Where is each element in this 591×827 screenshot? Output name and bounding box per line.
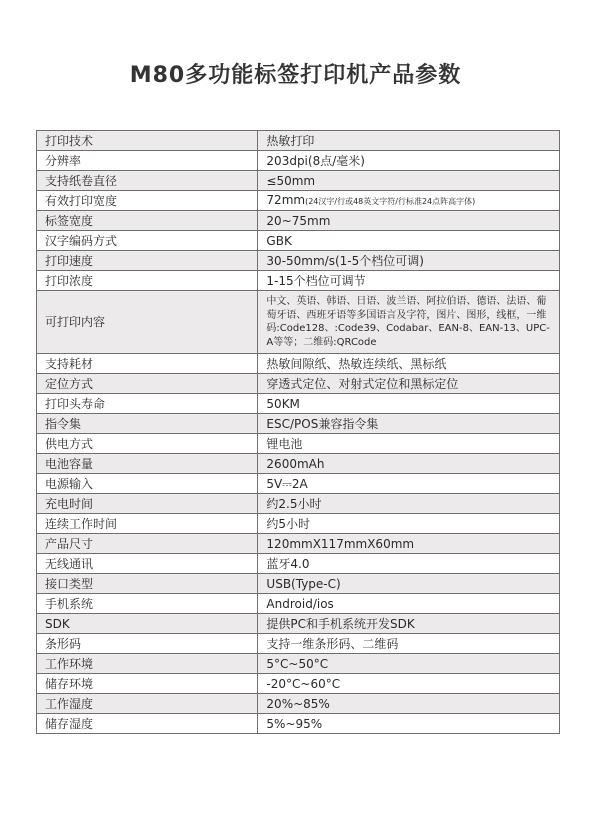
row-label: 标签宽度 (37, 211, 258, 231)
row-value: ≤50mm (258, 171, 560, 191)
table-row (37, 374, 560, 394)
row-value: 热敏间隙纸、热敏连续纸、黑标纸 (258, 354, 560, 374)
table-row (37, 291, 560, 354)
row-value: 支持一维条形码、二维码 (258, 634, 560, 654)
row-label: 打印头寿命 (37, 394, 258, 414)
table-row (37, 171, 560, 191)
row-value: 5%~95% (258, 714, 560, 734)
table-row (37, 394, 560, 414)
row-label: 充电时间 (37, 494, 258, 514)
row-label: 无线通讯 (37, 554, 258, 574)
row-value: 5°C~50°C (258, 654, 560, 674)
row-value: 穿透式定位、对射式定位和黑标定位 (258, 374, 560, 394)
row-label: SDK (37, 614, 258, 634)
spec-table-body (37, 131, 560, 734)
table-row (37, 694, 560, 714)
table-row (37, 534, 560, 554)
table-row (37, 211, 560, 231)
row-value: 50KM (258, 394, 560, 414)
row-value (258, 191, 560, 211)
row-value: Android/ios (258, 594, 560, 614)
row-value: 约5小时 (258, 514, 560, 534)
table-row (37, 231, 560, 251)
row-value: 提供PC和手机系统开发SDK (258, 614, 560, 634)
table-row (37, 474, 560, 494)
row-value: 20~75mm (258, 211, 560, 231)
row-label: 分辨率 (37, 151, 258, 171)
table-row (37, 574, 560, 594)
row-value: GBK (258, 231, 560, 251)
row-label: 打印浓度 (37, 271, 258, 291)
table-row (37, 494, 560, 514)
row-label: 产品尺寸 (37, 534, 258, 554)
row-label: 储存湿度 (37, 714, 258, 734)
row-label: 汉字编码方式 (37, 231, 258, 251)
row-label: 接口类型 (37, 574, 258, 594)
table-row (37, 354, 560, 374)
row-value: 5V⎓2A (258, 474, 560, 494)
row-label: 工作湿度 (37, 694, 258, 714)
row-label: 电池容量 (37, 454, 258, 474)
table-row (37, 191, 560, 211)
row-label: 手机系统 (37, 594, 258, 614)
table-row (37, 634, 560, 654)
row-value: -20°C~60°C (258, 674, 560, 694)
row-value: 1-15个档位可调节 (258, 271, 560, 291)
row-label: 储存环境 (37, 674, 258, 694)
row-value: 2600mAh (258, 454, 560, 474)
row-value: 30-50mm/s(1-5个档位可调) (258, 251, 560, 271)
row-value: 120mmX117mmX60mm (258, 534, 560, 554)
row-value: 中文、英语、韩语、日语、波兰语、阿拉伯语、德语、法语、葡萄牙语、西班牙语等多国语言及字符，图片、图形，线框，一维码:Code128、:Code39、Codabar、EAN-8、EAN-13、UPC-A等等；二维码:QRCode (258, 291, 560, 354)
row-value: USB(Type-C) (258, 574, 560, 594)
row-value: 热敏打印 (258, 131, 560, 151)
table-row (37, 554, 560, 574)
row-label: 支持纸卷直径 (37, 171, 258, 191)
table-row (37, 251, 560, 271)
row-value: 锂电池 (258, 434, 560, 454)
row-label: 条形码 (37, 634, 258, 654)
table-row (37, 414, 560, 434)
table-row (37, 131, 560, 151)
row-value: 约2.5小时 (258, 494, 560, 514)
table-row (37, 594, 560, 614)
row-value: 203dpi(8点/毫米) (258, 151, 560, 171)
row-label: 指令集 (37, 414, 258, 434)
row-value-note: (24汉字/行或48英文字符/行标准24点阵高字体) (305, 196, 476, 206)
page-title: M80多功能标签打印机产品参数 (129, 63, 462, 88)
row-label: 连续工作时间 (37, 514, 258, 534)
row-label: 打印速度 (37, 251, 258, 271)
row-label: 支持耗材 (37, 354, 258, 374)
row-label: 定位方式 (37, 374, 258, 394)
row-label: 有效打印宽度 (37, 191, 258, 211)
table-row (37, 454, 560, 474)
row-label: 工作环境 (37, 654, 258, 674)
table-row (37, 151, 560, 171)
row-value-main: 72mm (266, 192, 306, 207)
row-label: 打印技术 (37, 131, 258, 151)
table-row (37, 674, 560, 694)
row-label: 电源输入 (37, 474, 258, 494)
row-label: 供电方式 (37, 434, 258, 454)
spec-table (36, 130, 560, 734)
table-row (37, 614, 560, 634)
row-label: 可打印内容 (37, 291, 258, 354)
table-row (37, 434, 560, 454)
table-row (37, 654, 560, 674)
table-row (37, 514, 560, 534)
table-row (37, 714, 560, 734)
row-value: 蓝牙4.0 (258, 554, 560, 574)
row-value: 20%~85% (258, 694, 560, 714)
table-row (37, 271, 560, 291)
row-value: ESC/POS兼容指令集 (258, 414, 560, 434)
